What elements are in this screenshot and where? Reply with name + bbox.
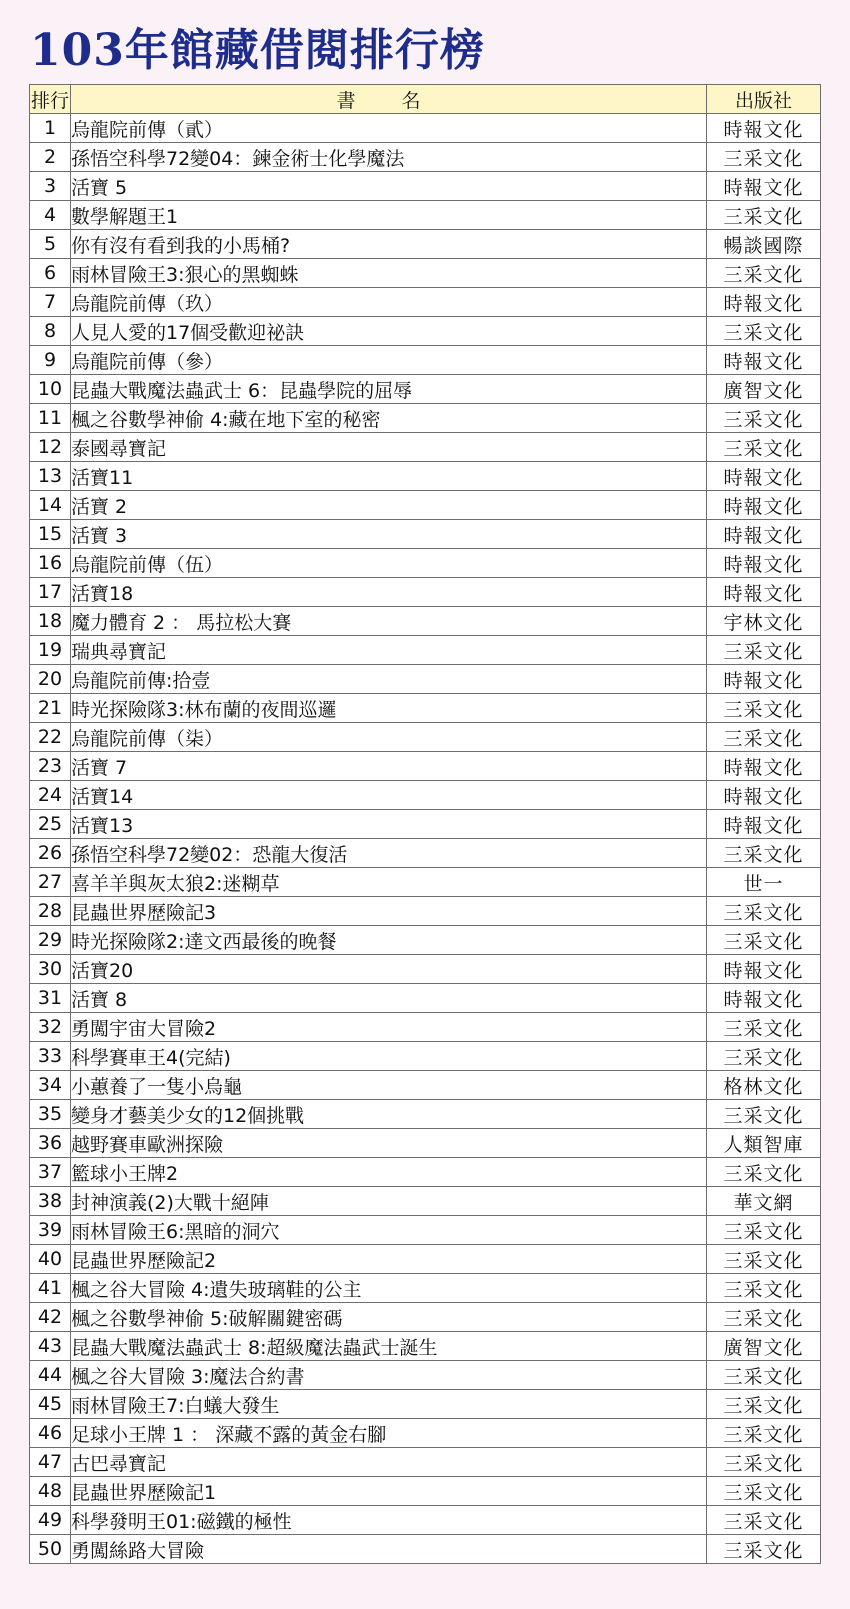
publisher-cell: 時報文化 <box>707 810 821 839</box>
table-row <box>30 723 821 752</box>
book-title-cell: 昆蟲世界歷險記3 <box>71 897 707 926</box>
book-title-cell: 活寶18 <box>71 578 707 607</box>
book-title-cell: 楓之谷數學神偷 5:破解關鍵密碼 <box>71 1303 707 1332</box>
table-row <box>30 549 821 578</box>
header-title: 書 名 <box>71 85 707 114</box>
table-row <box>30 636 821 665</box>
publisher-cell: 三采文化 <box>707 1419 821 1448</box>
table-row <box>30 868 821 897</box>
table-row <box>30 143 821 172</box>
publisher-cell: 三采文化 <box>707 723 821 752</box>
rank-cell: 25 <box>30 810 71 839</box>
book-title-cell: 人見人愛的17個受歡迎祕訣 <box>71 317 707 346</box>
header-rank: 排行 <box>30 85 71 114</box>
rank-cell: 2 <box>30 143 71 172</box>
rank-cell: 41 <box>30 1274 71 1303</box>
rank-cell: 26 <box>30 839 71 868</box>
table-row <box>30 172 821 201</box>
publisher-cell: 三采文化 <box>707 926 821 955</box>
book-title-cell: 變身才藝美少女的12個挑戰 <box>71 1100 707 1129</box>
book-title-cell: 喜羊羊與灰太狼2:迷糊草 <box>71 868 707 897</box>
publisher-cell: 三采文化 <box>707 1506 821 1535</box>
table-row <box>30 1245 821 1274</box>
rank-cell: 47 <box>30 1448 71 1477</box>
table-row <box>30 897 821 926</box>
table-row <box>30 520 821 549</box>
book-title-cell: 孫悟空科學72變02：恐龍大復活 <box>71 839 707 868</box>
publisher-cell: 三采文化 <box>707 1361 821 1390</box>
publisher-cell: 時報文化 <box>707 955 821 984</box>
publisher-cell: 廣智文化 <box>707 375 821 404</box>
publisher-cell: 時報文化 <box>707 172 821 201</box>
table-body <box>30 114 821 1564</box>
book-title-cell: 活寶 3 <box>71 520 707 549</box>
table-row <box>30 694 821 723</box>
book-title-cell: 越野賽車歐洲探險 <box>71 1129 707 1158</box>
book-title-cell: 活寶20 <box>71 955 707 984</box>
publisher-cell: 時報文化 <box>707 781 821 810</box>
publisher-cell: 暢談國際 <box>707 230 821 259</box>
publisher-cell: 三采文化 <box>707 1013 821 1042</box>
publisher-cell: 三采文化 <box>707 143 821 172</box>
book-title-cell: 活寶14 <box>71 781 707 810</box>
book-title-cell: 昆蟲世界歷險記2 <box>71 1245 707 1274</box>
table-row <box>30 1419 821 1448</box>
table-row <box>30 1071 821 1100</box>
publisher-cell: 三采文化 <box>707 1477 821 1506</box>
book-title-cell: 雨林冒險王6:黑暗的洞穴 <box>71 1216 707 1245</box>
publisher-cell: 三采文化 <box>707 317 821 346</box>
rank-cell: 46 <box>30 1419 71 1448</box>
book-title-cell: 烏龍院前傳:拾壹 <box>71 665 707 694</box>
rank-cell: 5 <box>30 230 71 259</box>
book-title-cell: 時光探險隊2:達文西最後的晚餐 <box>71 926 707 955</box>
rank-cell: 29 <box>30 926 71 955</box>
rank-cell: 37 <box>30 1158 71 1187</box>
table-row <box>30 288 821 317</box>
publisher-cell: 三采文化 <box>707 1216 821 1245</box>
rank-cell: 32 <box>30 1013 71 1042</box>
publisher-cell: 時報文化 <box>707 462 821 491</box>
publisher-cell: 華文網 <box>707 1187 821 1216</box>
publisher-cell: 時報文化 <box>707 665 821 694</box>
table-row <box>30 955 821 984</box>
book-title-cell: 楓之谷數學神偷 4:藏在地下室的秘密 <box>71 404 707 433</box>
ranking-table <box>29 84 821 1564</box>
book-title-cell: 雨林冒險王3:狠心的黑蜘蛛 <box>71 259 707 288</box>
table-row <box>30 1158 821 1187</box>
rank-cell: 11 <box>30 404 71 433</box>
rank-cell: 14 <box>30 491 71 520</box>
book-title-cell: 烏龍院前傳（參） <box>71 346 707 375</box>
publisher-cell: 三采文化 <box>707 1448 821 1477</box>
rank-cell: 10 <box>30 375 71 404</box>
publisher-cell: 時報文化 <box>707 288 821 317</box>
rank-cell: 33 <box>30 1042 71 1071</box>
rank-cell: 16 <box>30 549 71 578</box>
table-row <box>30 491 821 520</box>
table-row <box>30 375 821 404</box>
publisher-cell: 三采文化 <box>707 1535 821 1564</box>
table-row <box>30 1390 821 1419</box>
table-row <box>30 1013 821 1042</box>
rank-cell: 3 <box>30 172 71 201</box>
book-title-cell: 昆蟲大戰魔法蟲武士 6：昆蟲學院的屈辱 <box>71 375 707 404</box>
table-row <box>30 607 821 636</box>
table-row <box>30 1506 821 1535</box>
page-title: 103年館藏借閱排行榜 <box>30 25 485 76</box>
table-row <box>30 984 821 1013</box>
book-title-cell: 魔力體育 2 ： 馬拉松大賽 <box>71 607 707 636</box>
rank-cell: 39 <box>30 1216 71 1245</box>
rank-cell: 17 <box>30 578 71 607</box>
book-title-cell: 昆蟲大戰魔法蟲武士 8:超級魔法蟲武士誕生 <box>71 1332 707 1361</box>
table-row <box>30 810 821 839</box>
table-row <box>30 404 821 433</box>
publisher-cell: 三采文化 <box>707 636 821 665</box>
publisher-cell: 三采文化 <box>707 201 821 230</box>
rank-cell: 38 <box>30 1187 71 1216</box>
book-title-cell: 籃球小王牌2 <box>71 1158 707 1187</box>
book-title-cell: 科學賽車王4(完結) <box>71 1042 707 1071</box>
rank-cell: 36 <box>30 1129 71 1158</box>
rank-cell: 45 <box>30 1390 71 1419</box>
table-row <box>30 230 821 259</box>
rank-cell: 18 <box>30 607 71 636</box>
book-title-cell: 烏龍院前傳（玖） <box>71 288 707 317</box>
rank-cell: 19 <box>30 636 71 665</box>
publisher-cell: 時報文化 <box>707 491 821 520</box>
publisher-cell: 時報文化 <box>707 984 821 1013</box>
publisher-cell: 時報文化 <box>707 752 821 781</box>
publisher-cell: 時報文化 <box>707 346 821 375</box>
book-title-cell: 勇闖宇宙大冒險2 <box>71 1013 707 1042</box>
publisher-cell: 時報文化 <box>707 549 821 578</box>
header-publisher: 出版社 <box>707 85 821 114</box>
book-title-cell: 勇闖絲路大冒險 <box>71 1535 707 1564</box>
publisher-cell: 廣智文化 <box>707 1332 821 1361</box>
book-title-cell: 封神演義(2)大戰十絕陣 <box>71 1187 707 1216</box>
table-row <box>30 433 821 462</box>
table-row <box>30 752 821 781</box>
table-row <box>30 1187 821 1216</box>
book-title-cell: 足球小王牌 1 ： 深藏不露的黃金右腳 <box>71 1419 707 1448</box>
table-row <box>30 578 821 607</box>
publisher-cell: 三采文化 <box>707 1042 821 1071</box>
table-row <box>30 1100 821 1129</box>
book-title-cell: 楓之谷大冒險 4:遺失玻璃鞋的公主 <box>71 1274 707 1303</box>
publisher-cell: 人類智庫 <box>707 1129 821 1158</box>
rank-cell: 27 <box>30 868 71 897</box>
table-row <box>30 1129 821 1158</box>
book-title-cell: 數學解題王1 <box>71 201 707 230</box>
publisher-cell: 三采文化 <box>707 259 821 288</box>
book-title-cell: 活寶 7 <box>71 752 707 781</box>
publisher-cell: 三采文化 <box>707 404 821 433</box>
rank-cell: 40 <box>30 1245 71 1274</box>
book-title-cell: 楓之谷大冒險 3:魔法合約書 <box>71 1361 707 1390</box>
rank-cell: 9 <box>30 346 71 375</box>
table-row <box>30 259 821 288</box>
rank-cell: 30 <box>30 955 71 984</box>
book-title-cell: 你有沒有看到我的小馬桶? <box>71 230 707 259</box>
book-title-cell: 烏龍院前傳（伍） <box>71 549 707 578</box>
rank-cell: 50 <box>30 1535 71 1564</box>
table-row <box>30 781 821 810</box>
rank-cell: 28 <box>30 897 71 926</box>
publisher-cell: 格林文化 <box>707 1071 821 1100</box>
table-row <box>30 1216 821 1245</box>
book-title-cell: 昆蟲世界歷險記1 <box>71 1477 707 1506</box>
table-row <box>30 462 821 491</box>
publisher-cell: 三采文化 <box>707 839 821 868</box>
book-title-cell: 科學發明王01:磁鐵的極性 <box>71 1506 707 1535</box>
table-row <box>30 1535 821 1564</box>
table-row <box>30 1042 821 1071</box>
book-title-cell: 活寶13 <box>71 810 707 839</box>
rank-cell: 35 <box>30 1100 71 1129</box>
rank-cell: 15 <box>30 520 71 549</box>
rank-cell: 6 <box>30 259 71 288</box>
rank-cell: 23 <box>30 752 71 781</box>
publisher-cell: 三采文化 <box>707 897 821 926</box>
table-row <box>30 1274 821 1303</box>
book-title-cell: 孫悟空科學72變04：鍊金術士化學魔法 <box>71 143 707 172</box>
publisher-cell: 時報文化 <box>707 114 821 143</box>
table-row <box>30 317 821 346</box>
rank-cell: 43 <box>30 1332 71 1361</box>
book-title-cell: 雨林冒險王7:白蟻大發生 <box>71 1390 707 1419</box>
table-row <box>30 346 821 375</box>
rank-cell: 4 <box>30 201 71 230</box>
table-row <box>30 1477 821 1506</box>
table-row <box>30 1361 821 1390</box>
publisher-cell: 三采文化 <box>707 1303 821 1332</box>
rank-cell: 44 <box>30 1361 71 1390</box>
publisher-cell: 時報文化 <box>707 520 821 549</box>
publisher-cell: 時報文化 <box>707 578 821 607</box>
publisher-cell: 三采文化 <box>707 1100 821 1129</box>
rank-cell: 42 <box>30 1303 71 1332</box>
table-row <box>30 1448 821 1477</box>
book-title-cell: 活寶 5 <box>71 172 707 201</box>
rank-cell: 1 <box>30 114 71 143</box>
publisher-cell: 三采文化 <box>707 1274 821 1303</box>
publisher-cell: 三采文化 <box>707 433 821 462</box>
book-title-cell: 時光探險隊3:林布蘭的夜間巡邏 <box>71 694 707 723</box>
book-title-cell: 古巴尋寶記 <box>71 1448 707 1477</box>
book-title-cell: 烏龍院前傳（柒） <box>71 723 707 752</box>
table-row <box>30 1332 821 1361</box>
publisher-cell: 三采文化 <box>707 1245 821 1274</box>
book-title-cell: 活寶 2 <box>71 491 707 520</box>
rank-cell: 12 <box>30 433 71 462</box>
publisher-cell: 三采文化 <box>707 694 821 723</box>
rank-cell: 31 <box>30 984 71 1013</box>
rank-cell: 21 <box>30 694 71 723</box>
table-row <box>30 839 821 868</box>
table-row <box>30 926 821 955</box>
table-row <box>30 201 821 230</box>
rank-cell: 7 <box>30 288 71 317</box>
table-row <box>30 1303 821 1332</box>
rank-cell: 49 <box>30 1506 71 1535</box>
table-row <box>30 114 821 143</box>
book-title-cell: 活寶11 <box>71 462 707 491</box>
rank-cell: 24 <box>30 781 71 810</box>
table-row <box>30 665 821 694</box>
book-title-cell: 小蕙養了一隻小烏龜 <box>71 1071 707 1100</box>
publisher-cell: 三采文化 <box>707 1390 821 1419</box>
rank-cell: 34 <box>30 1071 71 1100</box>
rank-cell: 20 <box>30 665 71 694</box>
book-title-cell: 瑞典尋寶記 <box>71 636 707 665</box>
rank-cell: 8 <box>30 317 71 346</box>
table-header-row <box>30 85 821 114</box>
book-title-cell: 泰國尋寶記 <box>71 433 707 462</box>
book-title-cell: 活寶 8 <box>71 984 707 1013</box>
book-title-cell: 烏龍院前傳（貳） <box>71 114 707 143</box>
rank-cell: 22 <box>30 723 71 752</box>
rank-cell: 13 <box>30 462 71 491</box>
rank-cell: 48 <box>30 1477 71 1506</box>
publisher-cell: 世一 <box>707 868 821 897</box>
publisher-cell: 三采文化 <box>707 1158 821 1187</box>
publisher-cell: 宇林文化 <box>707 607 821 636</box>
